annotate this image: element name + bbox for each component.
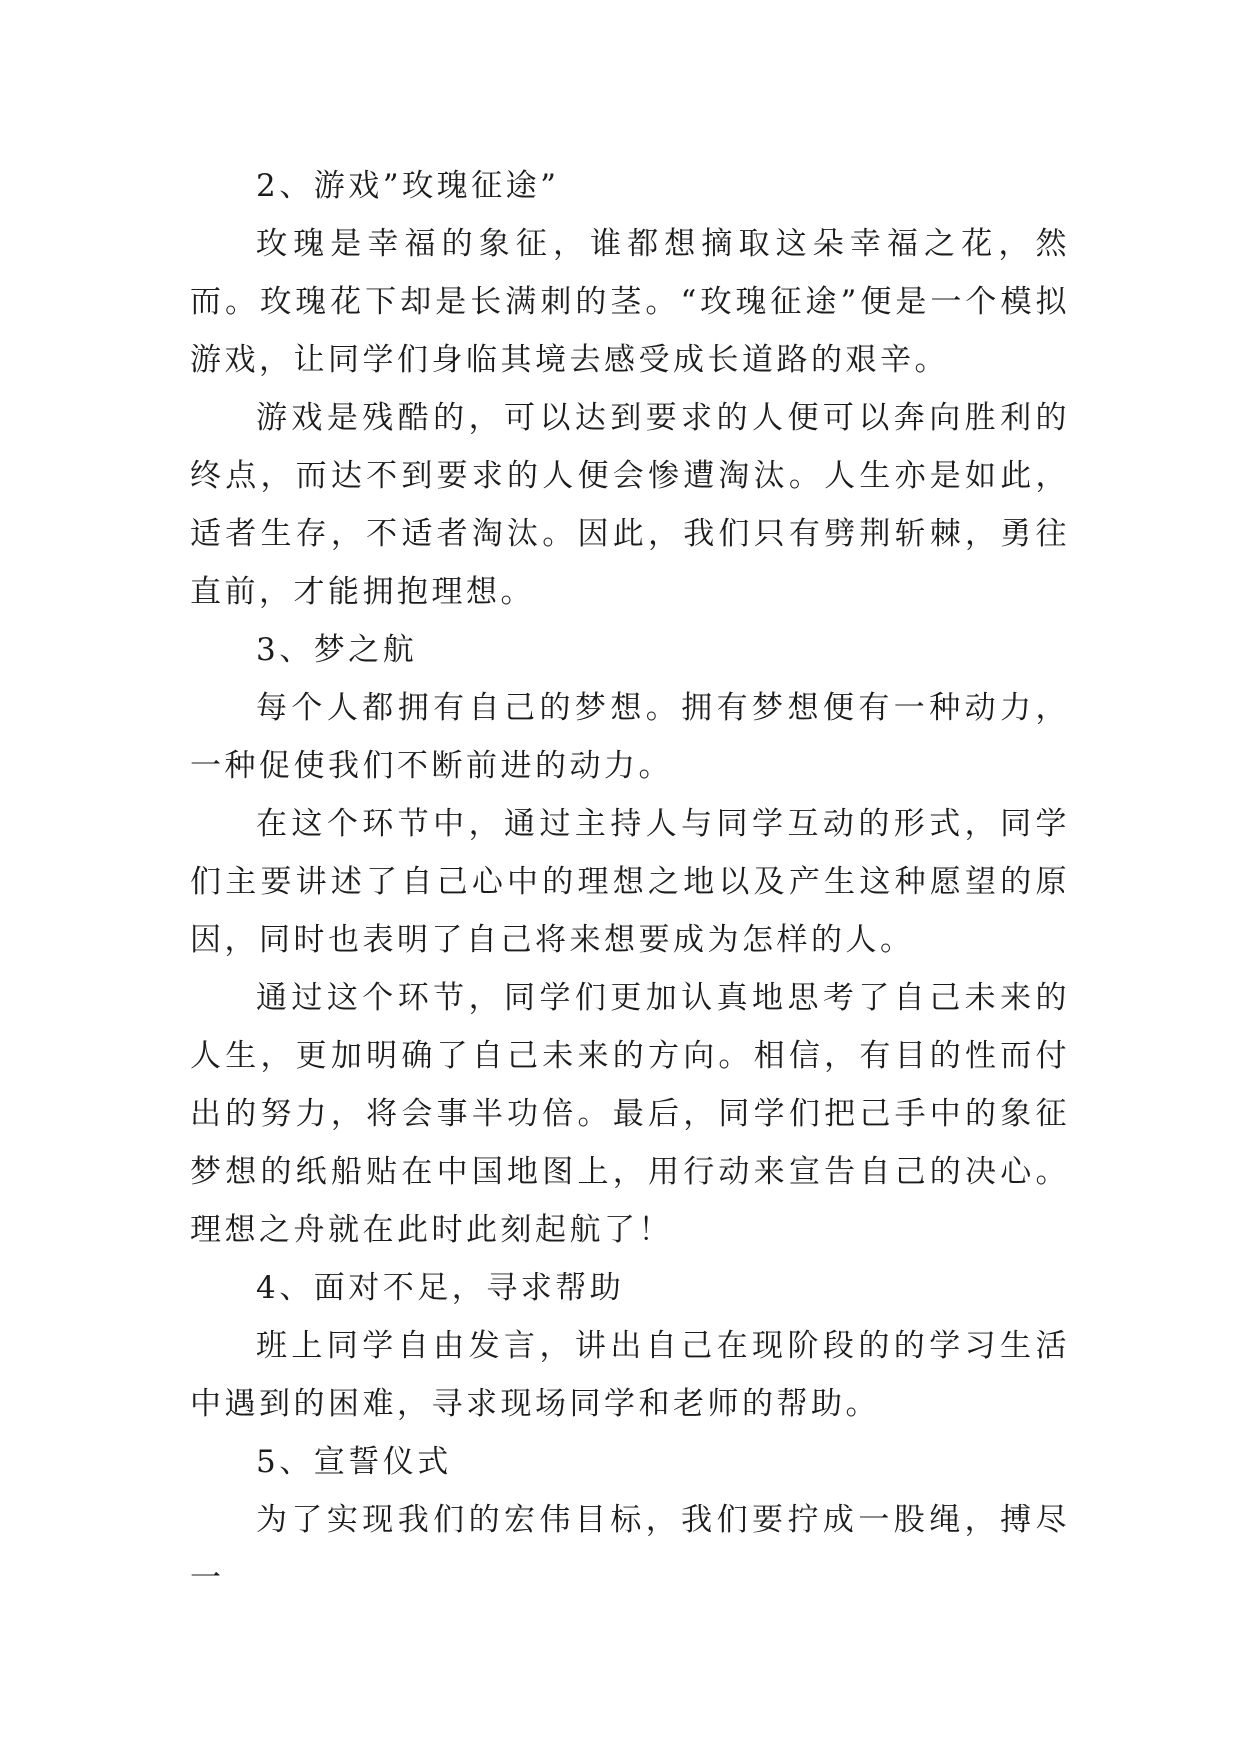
section-heading-oath: 5、宣誓仪式 <box>256 1444 452 1480</box>
paragraph: 为了实现我们的宏伟目标，我们要拧成一股绳，搏尽一 <box>190 1502 1070 1596</box>
document-body <box>190 157 1070 1607</box>
paragraph: 游戏是残酷的，可以达到要求的人便可以奔向胜利的终点，而达不到要求的人便会惨遭淘汰。人生亦是如此，适者生存，不适者淘汰。因此，我们只有劈荆斩棘，勇往直前，才能拥抱理想。 <box>190 400 1070 610</box>
section-heading-game: 2、游戏”玫瑰征途” <box>256 168 560 204</box>
paragraph: 玫瑰是幸福的象征，谁都想摘取这朵幸福之花，然而。玫瑰花下却是长满刺的茎。“玫瑰征途”便是一个模拟游戏，让同学们身临其境去感受成长道路的艰辛。 <box>190 226 1070 378</box>
paragraph: 在这个环节中，通过主持人与同学互动的形式，同学们主要讲述了自己心中的理想之地以及产生这种愿望的原因，同时也表明了自己将来想要成为怎样的人。 <box>190 806 1070 958</box>
paragraph: 每个人都拥有自己的梦想。拥有梦想便有一种动力，一种促使我们不断前进的动力。 <box>190 690 1070 784</box>
paragraph: 通过这个环节，同学们更加认真地思考了自己未来的人生，更加明确了自己未来的方向。相信，有目的性而付出的努力，将会事半功倍。最后，同学们把己手中的象征梦想的纸船贴在中国地图上，用行动来宣告自己的决心。理想之舟就在此时此刻起航了！ <box>190 980 1070 1248</box>
section-heading-dream: 3、梦之航 <box>256 632 418 668</box>
paragraph: 班上同学自由发言，讲出自己在现阶段的的学习生活中遇到的困难，寻求现场同学和老师的帮助。 <box>190 1328 1070 1422</box>
section-heading-help: 4、面对不足，寻求帮助 <box>256 1270 625 1306</box>
